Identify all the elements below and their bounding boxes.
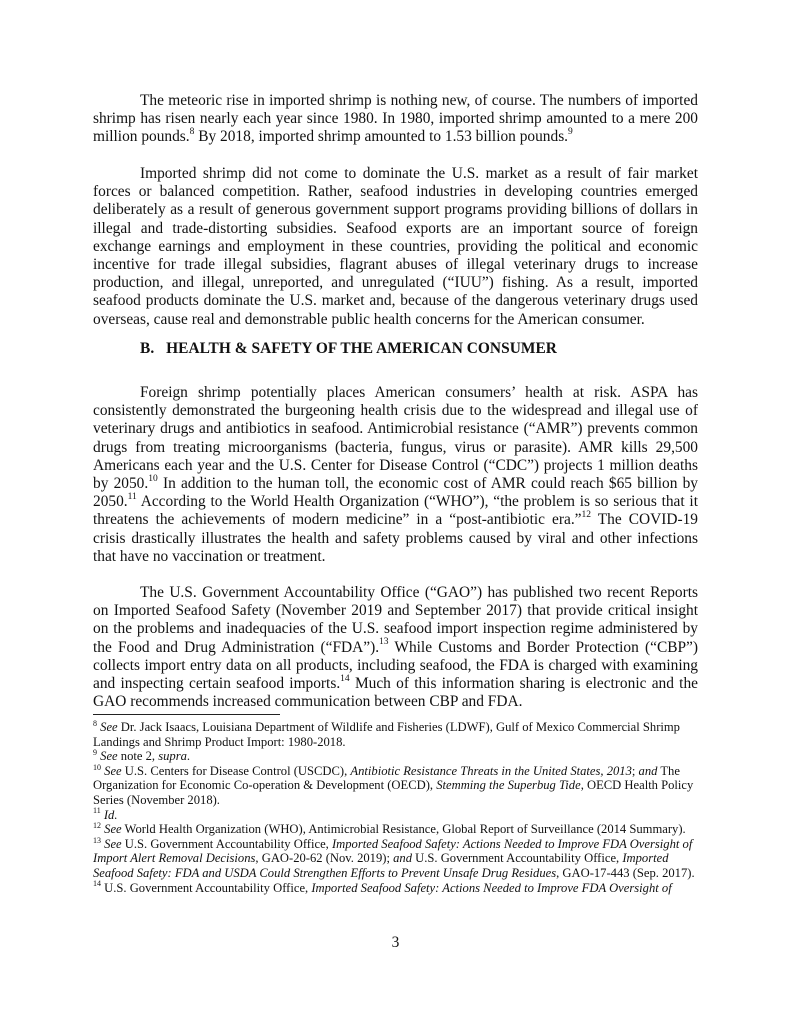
- footnote-italic-text: and: [393, 851, 413, 866]
- footnote-number: 14: [93, 879, 101, 889]
- section-number: B.: [140, 340, 155, 357]
- footnote-italic-text: Id.: [103, 807, 118, 822]
- footnote-italic-text: See: [100, 749, 118, 764]
- paragraph-text: Imported shrimp did not come to dominate the U.S. market as a result of fair market forces or balanced competition. Rather, seafood industries in developing countries emerged deliberately as a result of generous government support programs providing billions of dollars in illegal and trade-distorting subsidies. Seafood exports are an important source of foreign exchange earnings and employment in these countries, providing the political and economic incentive for trade illegal subsidies, flagrant abuses of illegal veterinary drugs to increase production, and illegal, unreported, and unregulated (“IUU”) fishing. As a result, imported seafood products dominate the U.S. market and, because of the dangerous veterinary drugs used overseas, cause real and demonstrable public health concerns for the American consumer.: [93, 165, 698, 328]
- footnote-text: , GAO-17-443 (Sep. 2017).: [556, 865, 695, 880]
- section-heading: [140, 340, 557, 358]
- footnote-italic-text: See: [104, 822, 122, 837]
- paragraph-text: While Customs and Border Protection (“CBP”) collects import entry data on all products, including seafood, the FDA is charged with examining and inspecting certain seafood imports.: [93, 638, 698, 693]
- footnote-italic-text: Antibiotic Resistance Threats in the United States, 2013: [350, 763, 632, 778]
- footnote-number: 12: [93, 820, 101, 830]
- footnote-italic-text: and: [638, 763, 658, 778]
- footnote-text: U.S. Government Accountability Office,: [412, 851, 623, 866]
- footnote-text: U.S. Centers for Disease Control (USCDC),: [121, 763, 351, 778]
- footnote-italic-text: Stemming the Superbug Tide: [436, 778, 581, 793]
- footnote-9: [93, 749, 698, 764]
- footnote-text: ;: [631, 763, 639, 778]
- footnote-text: , GAO-20-62 (Nov. 2019);: [255, 851, 394, 866]
- footnote-ref-11[interactable]: 11: [127, 492, 137, 503]
- footnote-text: World Health Organization (WHO), Antimicrobial Resistance, Global Report of Surveillance (2014 Summary).: [121, 822, 686, 837]
- footnote-separator: [93, 714, 280, 715]
- footnote-ref-10[interactable]: 10: [148, 473, 158, 484]
- page-number: 3: [391, 934, 400, 951]
- footnote-italic-text: See: [104, 763, 122, 778]
- footnote-10: [93, 764, 698, 808]
- section-title: HEALTH & SAFETY OF THE AMERICAN CONSUMER: [166, 340, 557, 357]
- paragraph-text: The COVID-19 crisis drastically illustrates the health and safety problems caused by viral and other infections that have no vaccination or treatment.: [93, 511, 698, 565]
- footnote-number: 11: [93, 806, 101, 816]
- footnote-12: [93, 822, 698, 837]
- paragraph-text: Foreign shrimp potentially places American consumers’ health at risk. ASPA has consistently demonstrated the burgeoning health crisis due to the widespread and illegal use of veterinary drugs and antibiotics in seafood. Antimicrobial resistance (“AMR”) prevents common drugs from treating microorganisms (bacteria, fungus, virus or parasite). AMR kills 29,500 Americans each year and the U.S. Center for Disease Control (“CDC”) projects 1 million deaths by 2050.: [93, 384, 698, 493]
- paragraph-text: According to the World Health Organization (“WHO”), “the problem is so serious that it threatens the achievements of modern medicine” in a “post-antibiotic era.”: [93, 493, 698, 529]
- footnote-text: The Organization for Economic Co-operation & Development (OECD),: [93, 763, 680, 793]
- footnote-ref-8[interactable]: 8: [189, 127, 195, 138]
- footnote-number: 9: [93, 748, 97, 757]
- footnote-text: , OECD Health Policy Series (November 2018).: [93, 778, 694, 807]
- footnote-ref-13[interactable]: 13: [379, 637, 389, 648]
- paragraph-text: The meteoric rise in imported shrimp is nothing new, of course. The numbers of imported shrimp has risen nearly each year since 1980. In 1980, imported shrimp amounted to a mere 200 million pounds.: [93, 92, 698, 146]
- footnote-text: note 2,: [117, 749, 159, 764]
- footnote-13: [93, 837, 698, 881]
- footnotes-list: [93, 720, 698, 895]
- paragraph-text: Much of this information sharing is electronic and the GAO recommends increased communication between CBP and FDA.: [93, 675, 698, 711]
- footnote-14: [93, 881, 698, 896]
- footnote-number: 8: [93, 718, 97, 728]
- paragraph-text: The U.S. Government Accountability Office (“GAO”) has published two recent Reports on Imported Seafood Safety (November 2019 and September 2017) that provide critical insight on the problems and inadequacies of the U.S. seafood import inspection regime administered by the Food and Drug Administration (“FDA”).: [93, 584, 698, 656]
- paragraph-gao-reports: [93, 584, 698, 711]
- paragraph-text: In addition to the human toll, the economic cost of AMR could reach $65 billion by 2050.: [93, 475, 698, 511]
- footnote-text: U.S. Government Accountability Office,: [104, 880, 312, 895]
- footnote-number: 10: [93, 762, 101, 772]
- footnote-8: [93, 720, 698, 749]
- paragraph-text: By 2018, imported shrimp amounted to 1.53 billion pounds.: [194, 128, 569, 146]
- footnote-ref-14[interactable]: 14: [340, 673, 350, 684]
- footnote-ref-12[interactable]: 12: [581, 510, 592, 521]
- footnote-text: Dr. Jack Isaacs, Louisiana Department of Wildlife and Fisheries (LDWF), Gulf of Mexico Commercial Shrimp Landings and Shrimp Product Import: 1980-2018.: [93, 720, 680, 749]
- paragraph-market-dominance: [93, 165, 698, 329]
- footnote-italic-text: Imported Seafood Safety: FDA and USDA Could Strengthen Efforts to Prevent Unsafe Drug Residues: [93, 851, 669, 880]
- paragraph-health-risk: [93, 384, 698, 566]
- footnote-italic-text: See: [104, 836, 122, 851]
- footnote-11: [93, 808, 698, 823]
- footnote-text: U.S. Government Accountability Office,: [121, 836, 332, 851]
- footnote-italic-text: Imported Seafood Safety: Actions Needed to Improve FDA Oversight of: [311, 880, 672, 895]
- footnote-number: 13: [93, 835, 101, 845]
- footnote-ref-9[interactable]: 9: [568, 127, 573, 138]
- footnote-italic-text: See: [100, 720, 118, 734]
- footnote-italic-text: Imported Seafood Safety: Actions Needed to Improve FDA Oversight of Import Alert Removal Decisions: [93, 836, 693, 866]
- paragraph-imported-shrimp-rise: [93, 92, 698, 147]
- footnote-text: .: [186, 749, 191, 764]
- footnote-italic-text: supra: [158, 749, 187, 764]
